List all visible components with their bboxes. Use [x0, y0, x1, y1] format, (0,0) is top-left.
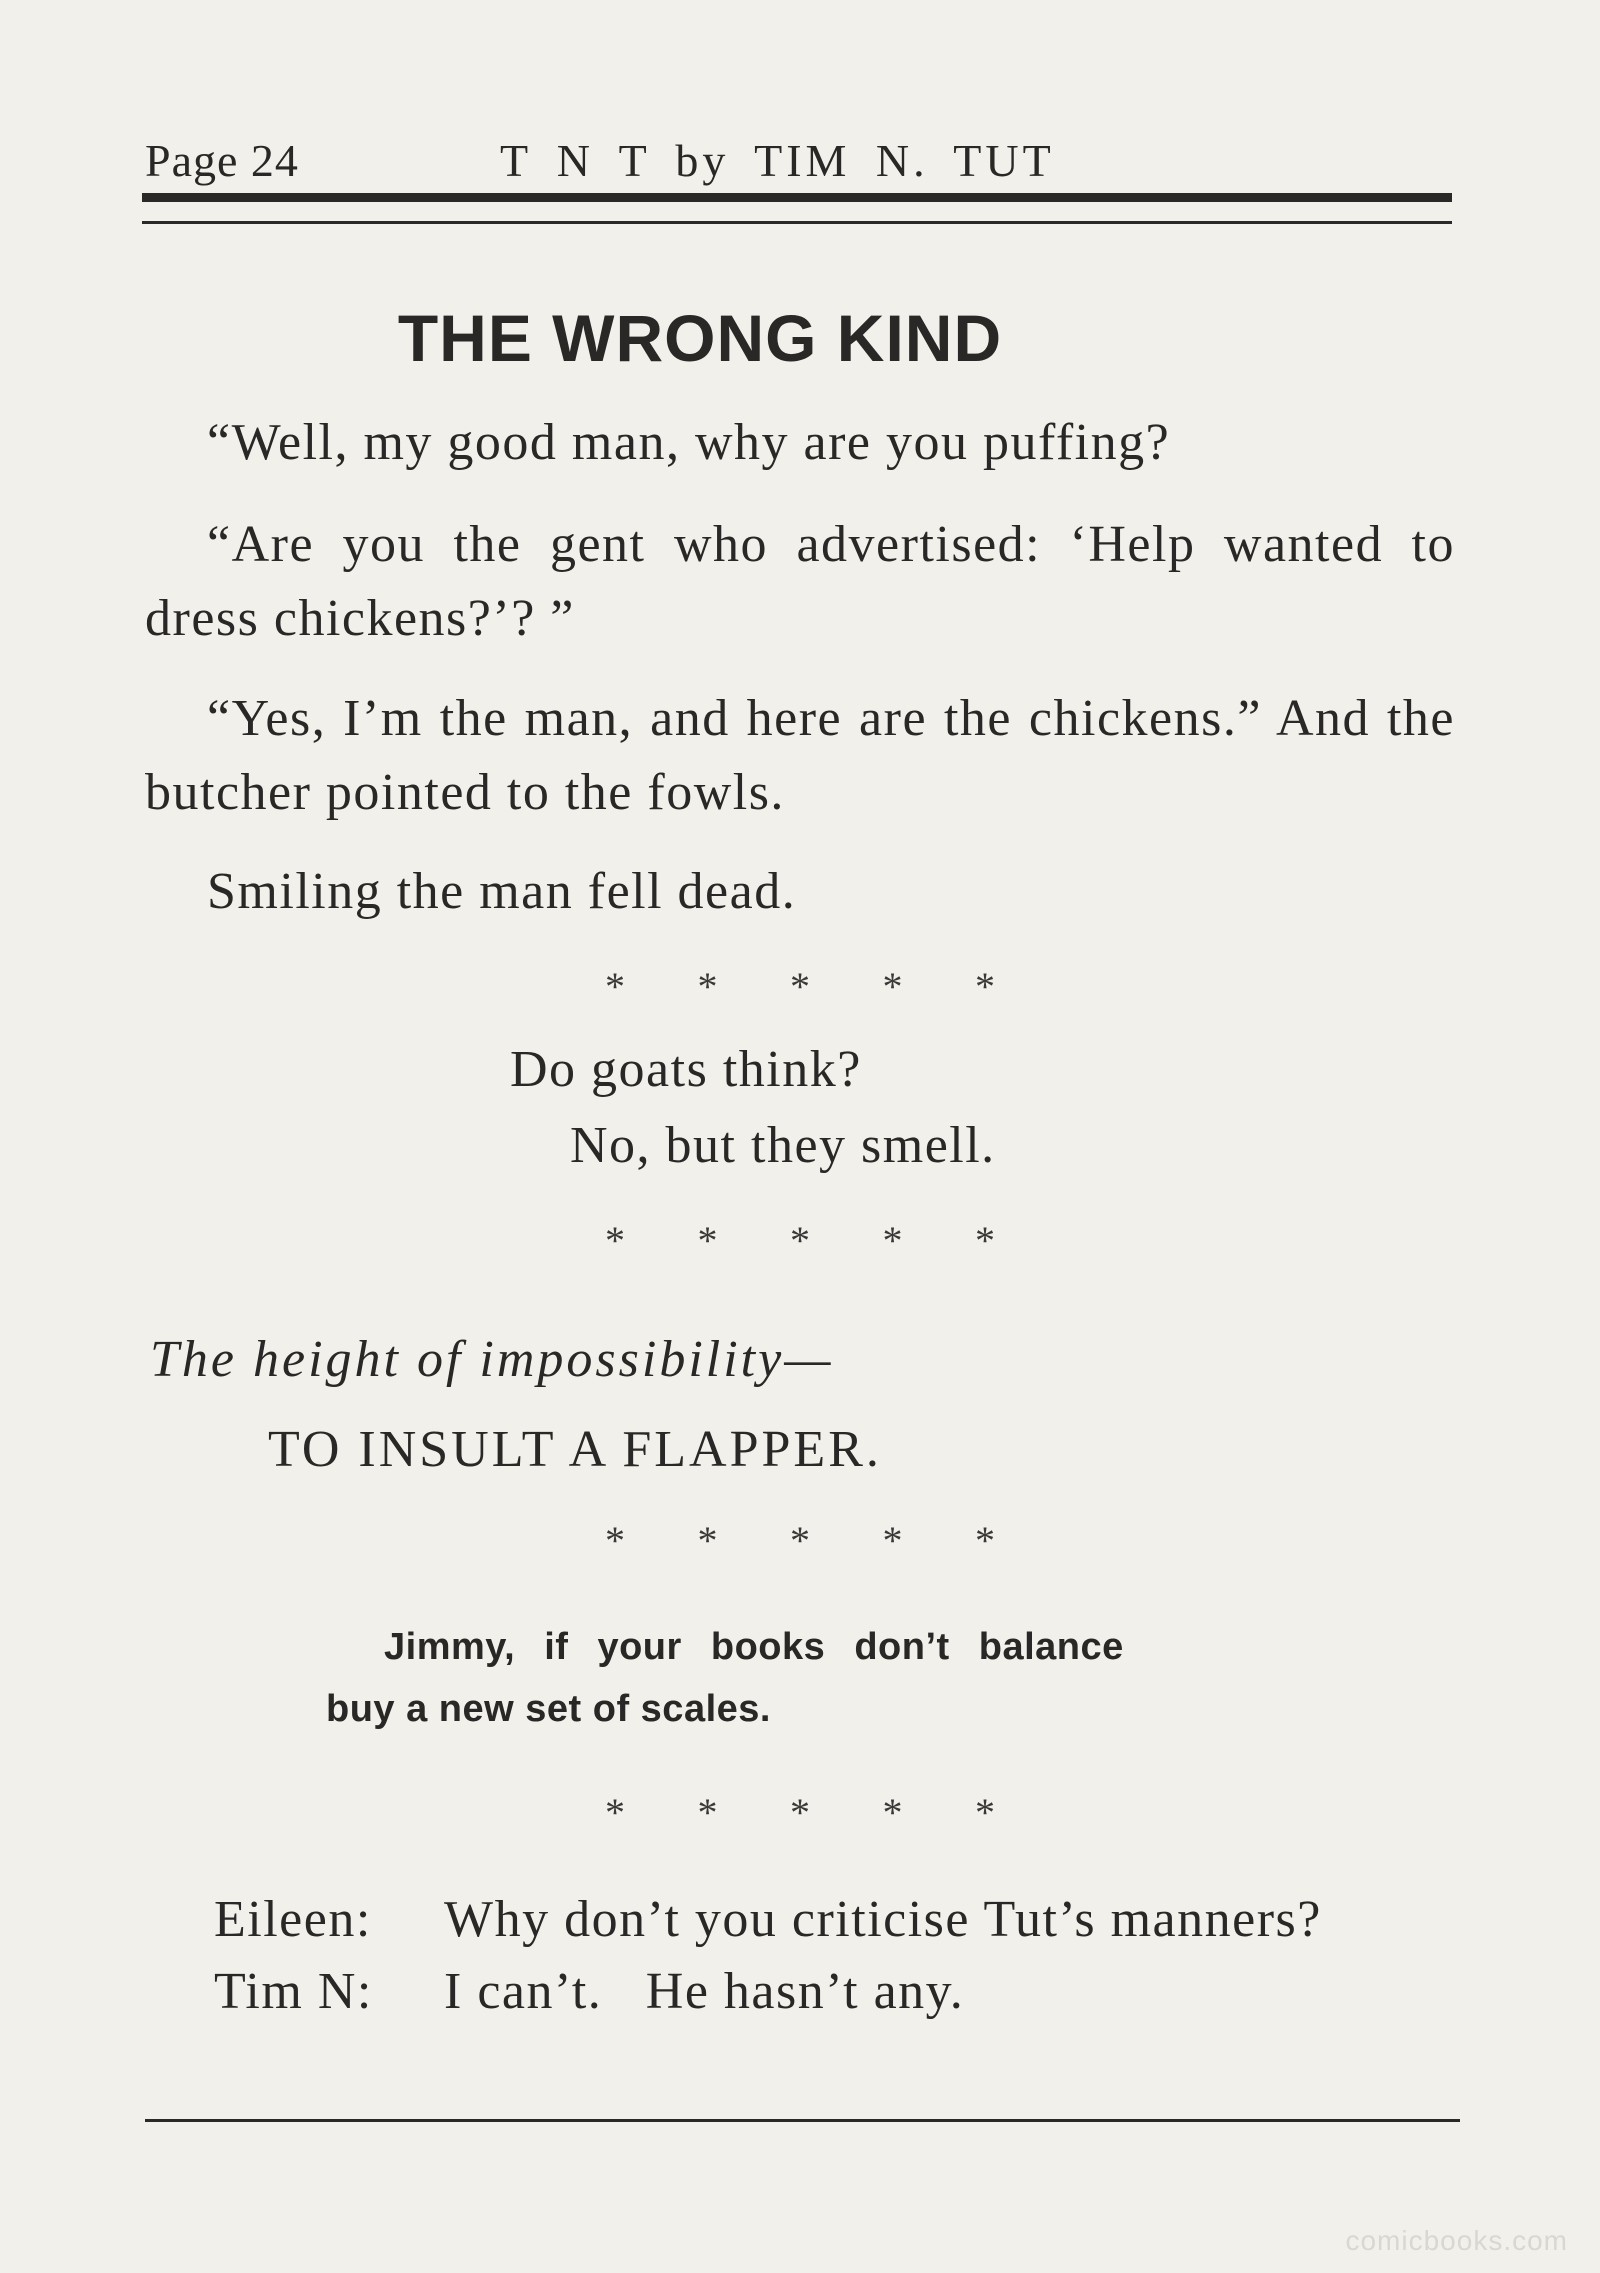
separator-star: * [975, 964, 995, 1009]
goats-answer: No, but they smell. [570, 1117, 996, 1174]
dialog-line-1 [214, 1890, 1322, 1949]
dialog-text: Why don’t you criticise Tut’s manners? [444, 1891, 1322, 1948]
separator-star: * [697, 1218, 718, 1263]
separator [600, 964, 1000, 1009]
separator-star: * [605, 1518, 625, 1563]
watermark: comicbooks.com [1345, 2225, 1568, 2256]
separator-star: * [790, 1518, 810, 1563]
separator [600, 1790, 1000, 1835]
separator-star: * [605, 1218, 625, 1263]
page-number: Page 24 [145, 135, 299, 186]
separator-star: * [975, 1218, 995, 1263]
separator-star: * [790, 964, 810, 1009]
separator-star: * [882, 1518, 903, 1563]
running-title: T N T by TIM N. TUT [500, 135, 1055, 186]
separator-star: * [697, 1518, 718, 1563]
paragraph-1: “Well, my good man, why are you puffing? [207, 414, 1171, 471]
dialog-speaker: Tim N: [214, 1963, 373, 2020]
separator-star: * [790, 1218, 810, 1263]
separator-star: * [605, 964, 625, 1009]
separator-star: * [975, 1790, 995, 1835]
dialog-speaker: Eileen: [214, 1891, 372, 1948]
header-rule-thin [142, 221, 1452, 224]
separator-star: * [882, 964, 903, 1009]
impossibility-lead: The height of impossibility— [150, 1331, 834, 1388]
dialog-text: I can’t. He hasn’t any. [444, 1963, 965, 2020]
separator-star: * [790, 1790, 810, 1835]
paragraph-4: Smiling the man fell dead. [207, 863, 797, 920]
separator-star: * [882, 1218, 903, 1263]
separator-star: * [697, 1790, 718, 1835]
header-rule-thick [142, 193, 1452, 202]
paragraph-2: “Are you the gent who advertised: ‘Help wanted to dress chickens?’? ” [145, 516, 1455, 647]
separator-star: * [697, 964, 718, 1009]
separator-star: * [975, 1518, 995, 1563]
jimmy-line-2: buy a new set of scales. [326, 1688, 771, 1730]
jimmy-line-1: Jimmy, if your books don’t balance [384, 1626, 1124, 1668]
goats-question: Do goats think? [510, 1041, 862, 1098]
footer-rule [145, 2119, 1460, 2122]
impossibility-punchline: TO INSULT A FLAPPER. [268, 1421, 882, 1478]
separator [600, 1518, 1000, 1563]
separator-star: * [605, 1790, 625, 1835]
separator [600, 1218, 1000, 1263]
separator-star: * [882, 1790, 903, 1835]
dialog-line-2 [214, 1962, 964, 2021]
article-title: THE WRONG KIND [397, 301, 1003, 375]
paragraph-3: “Yes, I’m the man, and here are the chickens.” And the butcher pointed to the fowls. [145, 690, 1455, 821]
